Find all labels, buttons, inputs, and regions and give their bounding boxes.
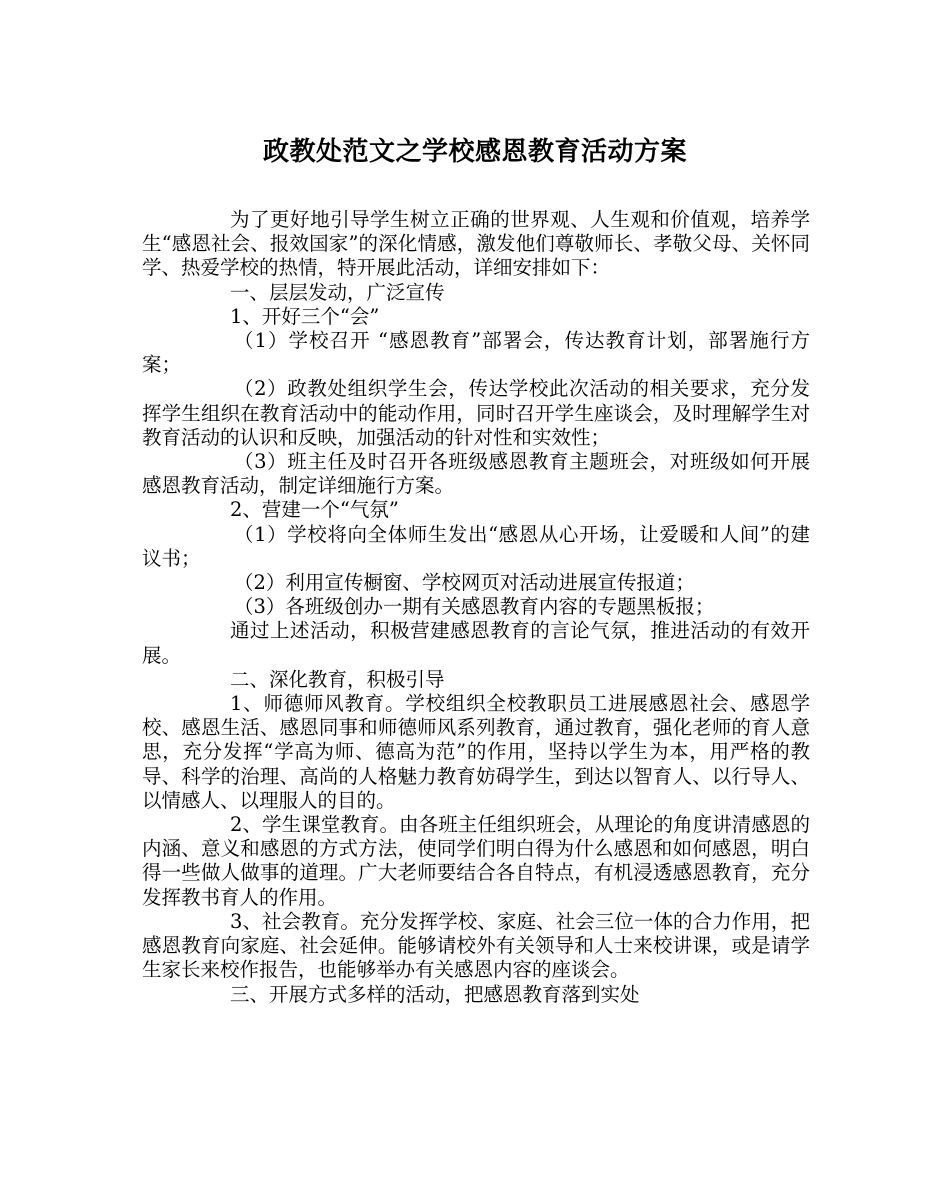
section-heading-1: 一、层层发动，广泛宣传 (230, 280, 445, 304)
section-heading-3: 三、开展方式多样的活动，把感恩教育落到实处 (230, 982, 640, 1006)
document-title: 政教处范文之学校感恩教育活动方案 (262, 137, 687, 167)
paragraph-2-1: 1、师德师风教育。学校组织全校教职员工进展感恩社会、感恩学校、感恩生活、感恩同事和师德师风系列教育，通过教育，强化老师的育人意思，充分发挥“学高为师、德高为范”的作用，坚持以学生为本，用严格的教导、科学的治理、高尚的人格魅力教育妨碍学生，到达以智育人、以行导人、以情感人、以理服人的目的。 (142, 692, 810, 812)
list-item-1-1-1: （1）学校召开 “感恩教育”部署会，传达教育计划，部署施行方案； (142, 329, 810, 377)
paragraph-2-2: 2、学生课堂教育。由各班主任组织班会，从理论的角度讲清感恩的内涵、意义和感恩的方式方法，使同学们明白得为什么感恩和如何感恩，明白得一些做人做事的道理。广大老师要结合各自特点，有机浸透感恩教育，充分发挥教书育人的作用。 (142, 813, 810, 909)
subsection-heading-1-2: 2、营建一个“气氛” (230, 498, 399, 522)
list-item-1-2-1: （1）学校将向全体师生发出“感恩从心开场，让爱暖和人间”的建议书； (142, 522, 810, 570)
intro-paragraph: 为了更好地引导学生树立正确的世界观、人生观和价值观，培养学生“感恩社会、报效国家”的深化情感，激发他们尊敬师长、孝敬父母、关怀同学、热爱学校的热情，特开展此活动，详细安排如下： (142, 208, 810, 280)
summary-paragraph-1: 通过上述活动，积极营建感恩教育的言论气氛，推进活动的有效开展。 (142, 619, 810, 667)
list-item-1-1-2: （2）政教处组织学生会，传达学校此次活动的相关要求，充分发挥学生组织在教育活动中的能动作用，同时召开学生座谈会，及时理解学生对教育活动的认识和反映，加强活动的针对性和实效性； (142, 377, 810, 449)
list-item-1-1-3: （3）班主任及时召开各班级感恩教育主题班会，对班级如何开展感恩教育活动，制定详细施行方案。 (142, 450, 810, 498)
paragraph-2-3: 3、社会教育。充分发挥学校、家庭、社会三位一体的合力作用，把感恩教育向家庭、社会延伸。能够请校外有关领导和人士来校讲课，或是请学生家长来校作报告，也能够举办有关感恩内容的座谈会。 (142, 909, 810, 982)
list-item-1-2-3: （3）各班级创办一期有关感恩教育内容的专题黑板报； (234, 595, 715, 619)
subsection-heading-1-1: 1、开好三个“会” (230, 304, 380, 328)
list-item-1-2-2: （2）利用宣传橱窗、学校网页对活动进展宣传报道； (234, 571, 695, 595)
document-body (142, 208, 810, 1007)
section-heading-2: 二、深化教育，积极引导 (230, 667, 445, 691)
